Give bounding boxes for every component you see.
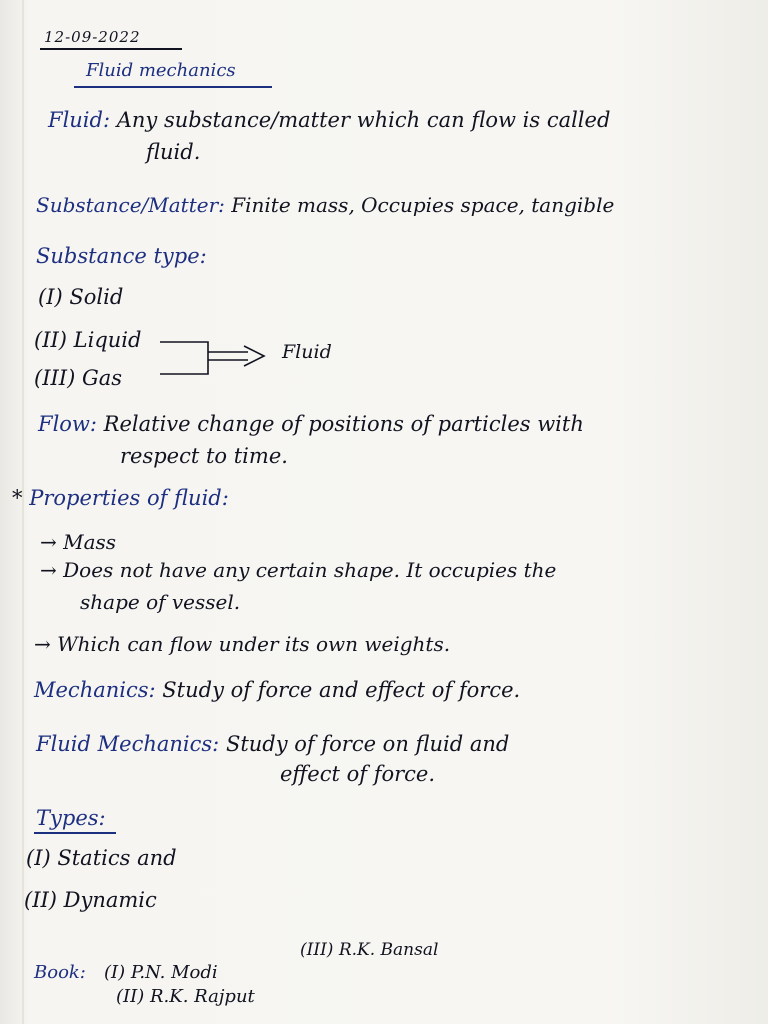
book-item: (I) P.N. Modi	[104, 962, 218, 983]
mechanics-term: Mechanics:	[34, 678, 156, 702]
fluid-definition-text: Any substance/matter which can flow is called	[116, 108, 611, 132]
property-item: → Which can flow under its own weights.	[34, 632, 451, 656]
substance-definition-text: Finite mass, Occupies space, tangible	[231, 193, 615, 217]
substance-definition	[36, 193, 614, 217]
fluid-mechanics-definition-line-1	[36, 732, 509, 756]
property-item: shape of vessel.	[80, 590, 241, 614]
fluid-mechanics-term: Fluid Mechanics:	[36, 732, 220, 756]
substance-type-heading: Substance type:	[36, 244, 207, 268]
fluid-term: Fluid:	[48, 108, 111, 132]
fluid-mechanics-definition-line-2: effect of force.	[280, 762, 436, 786]
mechanics-definition-text: Study of force and effect of force.	[162, 678, 521, 702]
property-item: → Does not have any certain shape. It occupies the	[40, 558, 557, 582]
types-underline	[34, 832, 116, 834]
fluid-definition-line-2: fluid.	[146, 140, 201, 164]
flow-term: Flow:	[38, 412, 97, 436]
substance-term: Substance/Matter:	[36, 193, 225, 217]
title-underline	[74, 86, 272, 88]
date-underline	[40, 48, 182, 50]
type-gas: (III) Gas	[34, 366, 123, 390]
types-heading: Types:	[36, 806, 106, 830]
fluid-definition-line-1	[48, 108, 610, 132]
margin-line	[22, 0, 24, 1024]
type-item: (II) Dynamic	[24, 888, 157, 912]
type-liquid: (II) Liquid	[34, 328, 142, 352]
fluid-mechanics-definition-text: Study of force on fluid and	[225, 732, 510, 756]
date: 12-09-2022	[44, 28, 141, 46]
grouped-fluid-label: Fluid	[282, 341, 332, 363]
flow-definition-line-1	[38, 412, 584, 436]
properties-heading	[12, 486, 229, 510]
book-item: (III) R.K. Bansal	[300, 940, 439, 960]
book-item: (II) R.K. Rajput	[116, 986, 255, 1007]
book-label: Book:	[34, 962, 86, 983]
type-solid: (I) Solid	[38, 285, 124, 309]
asterisk-icon: *	[12, 486, 23, 510]
mechanics-definition	[34, 678, 520, 702]
properties-heading-text: Properties of fluid:	[29, 486, 229, 510]
grouping-bracket-arrow	[140, 330, 280, 390]
flow-definition-text: Relative change of positions of particles with	[103, 412, 584, 436]
property-item: → Mass	[40, 530, 117, 554]
type-item: (I) Statics and	[26, 846, 177, 870]
flow-definition-line-2: respect to time.	[120, 444, 288, 468]
page-title: Fluid mechanics	[86, 60, 236, 81]
